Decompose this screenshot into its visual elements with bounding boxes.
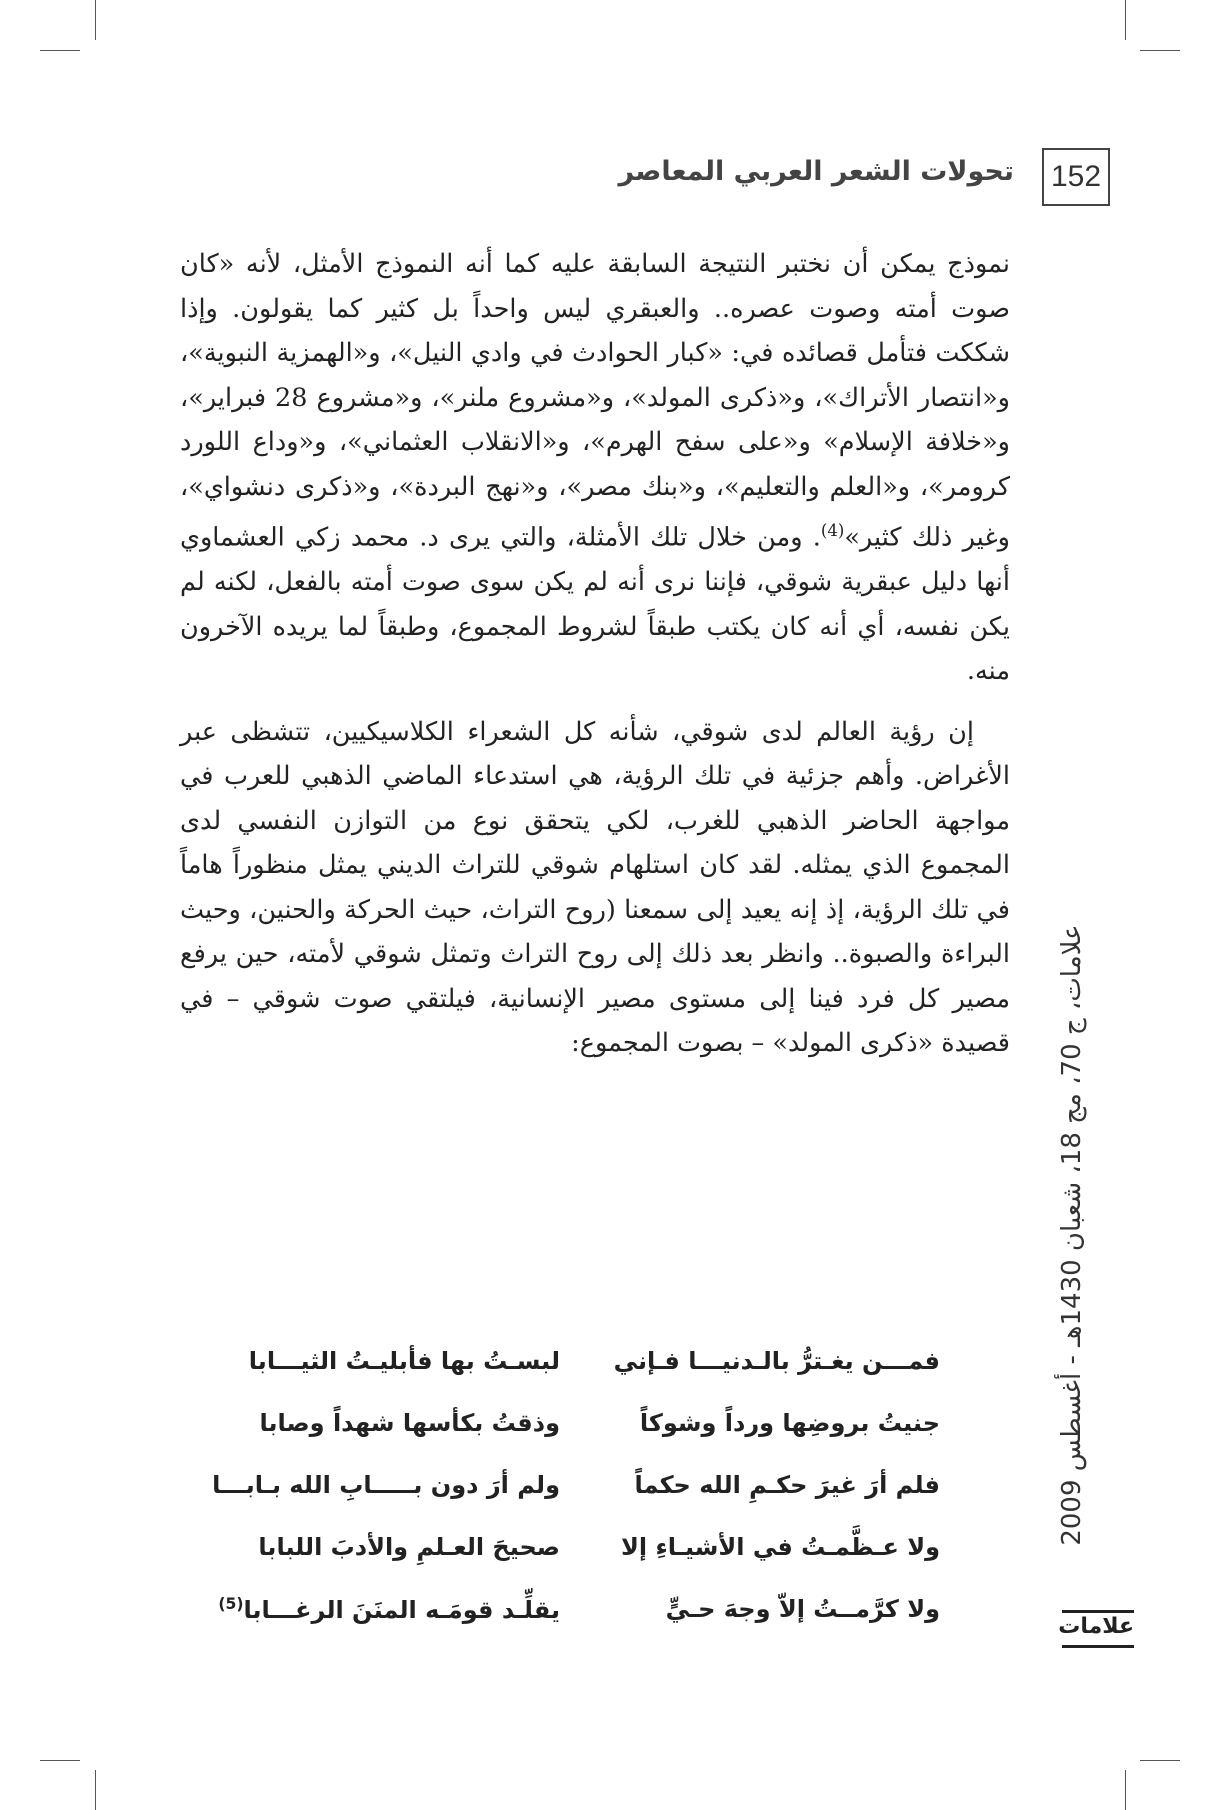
verse: [240, 1392, 940, 1454]
verse-second-half: صحيحَ العـلمِ والأدبَ اللبابا: [258, 1533, 560, 1561]
body-text: [180, 242, 1010, 1066]
verse-second-half: لبسـتُ بها فأبليـتُ الثيـــابا: [248, 1347, 560, 1375]
verse-second-half: وذقتُ بكأسها شهداً وصابا: [259, 1409, 560, 1437]
crop-mark: [95, 0, 96, 40]
footnote-ref: (5): [218, 1594, 244, 1613]
verse-text: يقلِّـد قومَـه المنَنَ الرغـــابا: [243, 1595, 560, 1624]
verse: [212, 1454, 940, 1516]
verse-first-half: ولا عـظَّمـتُ في الأشيـاءِ إلا: [621, 1533, 940, 1561]
journal-logo: [1058, 1610, 1134, 1648]
running-title: تحولات الشعر العربي المعاصر: [618, 156, 1014, 187]
logo-bar: [1062, 1645, 1134, 1648]
paragraph-text: نموذج يمكن أن نختبر النتيجة السابقة عليه كما أنه النموذج الأمثل، لأنه «كان صوت أمته وصوت عصره.. والعبقري ليس واحداً بل كثير كما يقولون. وإذا شككت فتأمل قصائده في: «كبار الحوادث في وادي النيل»، و«الهمزية النبوية»، و«انتصار الأتراك»، و«ذكرى المولد»، و«مشروع ملنر»، و«مشروع 28 فبراير»، و«خلافة الإسلام» و«على سفح الهرم»، و«الانقلاب العثماني»، و«وداع اللورد كرومر»، و«العلم والتعليم»، و«بنك مصر»، و«نهج البردة»، و«ذكرى دنشواي»، وغير ذلك كثير»: [180, 249, 1010, 553]
crop-mark: [1125, 1770, 1126, 1810]
crop-mark: [40, 50, 80, 51]
journal-citation: علامات، ج 70، مج 18، شعبان 1430هـ - أغسطس 2009: [1057, 924, 1087, 1546]
paragraph-text: . ومن خلال تلك الأمثلة، والتي يرى د. محمد زكي العشماوي أنها دليل عبقرية شوقي، فإننا نرى أنه لم يكن سوى صوت أمته بالفعل، لكنه لم يكن نفسه، أي أنه كان يكتب طبقاً لشروط المجموع، وطبقاً لما يريده الآخرون منه.: [180, 522, 1010, 686]
paragraph: [180, 242, 1010, 694]
verse-first-half: ولا كرَّمــتُ إلاّ وجهَ حـيٍّ: [665, 1595, 940, 1623]
verse-second-half: [218, 1594, 560, 1624]
crop-mark: [95, 1770, 96, 1810]
verse: [240, 1516, 940, 1578]
verse-first-half: فلم أرَ غيرَ حكـمِ الله حكماً: [634, 1471, 940, 1499]
poem: [212, 1330, 940, 1640]
verse-first-half: جنيتُ بروضِها ورداً وشوكاً: [639, 1409, 940, 1437]
crop-mark: [1140, 1760, 1180, 1761]
verse-first-half: فمـــن يغـترُّ بالـدنيـــا فـإني: [613, 1347, 940, 1375]
page-header: [620, 148, 1110, 208]
verse: [218, 1578, 940, 1640]
crop-mark: [40, 1760, 80, 1761]
footnote-ref: (4): [820, 521, 845, 540]
verse: [240, 1330, 940, 1392]
crop-mark: [1140, 50, 1180, 51]
paragraph: إن رؤية العالم لدى شوقي، شأنه كل الشعراء الكلاسيكيين، تتشظى عبر الأغراض. وأهم جزئية في تلك الرؤية، هي استدعاء الماضي الذهبي للعرب في مواجهة الحاضر الذهبي للغرب، لكي يتحقق نوع من التوازن النفسي لدى المجموع الذي يمثله. لقد كان استلهام شوقي للتراث الديني يمثل منظوراً هاماً في تلك الرؤية، إذ إنه يعيد إلى سمعنا (روح التراث، حيث الحركة والحنين، وحيث البراءة والصبوة.. وانظر بعد ذلك إلى روح التراث وتمثل شوقي لأمته، حين يرفع مصير كل فرد فينا إلى مستوى مصير الإنسانية، فيلتقي صوت شوقي – في قصيدة «ذكرى المولد» – بصوت المجموع:: [180, 716, 1010, 1058]
crop-mark: [1125, 0, 1126, 40]
logo-bar: [1062, 1610, 1134, 1613]
page-number: 152: [1042, 148, 1110, 206]
verse-second-half: ولم أرَ دون بـــــابِ الله بـابـــا: [212, 1471, 560, 1499]
logo-text: علامات: [1058, 1614, 1134, 1639]
